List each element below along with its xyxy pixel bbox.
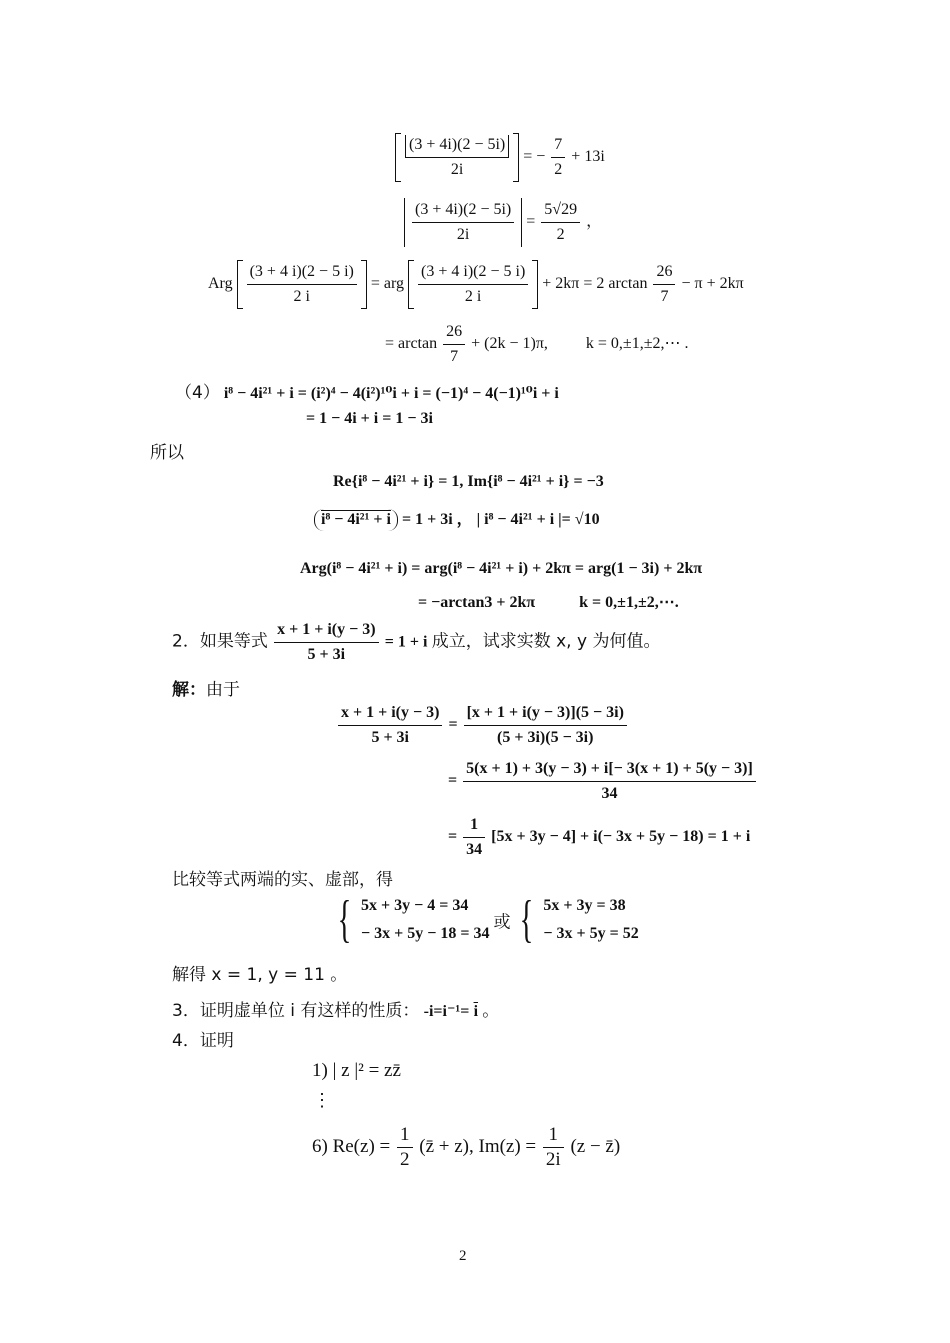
suoyi-text: 所以 [150,443,184,463]
arg-line-2 [418,592,679,612]
proof6-prefix: 6) Re(z) = [312,1135,391,1157]
q3-text: 3．证明虚单位 i 有这样的性质： [172,1001,420,1021]
question-4: 4．证明 [172,1031,234,1051]
conjugate-expression: i⁸ − 4i²¹ + i [321,511,391,528]
arg-label: Arg [208,275,233,293]
q3-conj-i: $\overline{i}$ [473,1003,479,1020]
left-brace-2: { [520,891,534,948]
left-brace-1: { [337,891,352,948]
modulus-bars [404,198,522,247]
solution-line-1: $\frac{x + 1 + i(y - 3)}{5 + 3i}$ = $\frac{[x + 1 + i(y - 3)](5 - 3i)}{(5 + 3i)(5 - 3i)}$ [336,703,629,748]
system-b1: 5x + 3y = 38 [543,897,626,914]
rhs-frac-num: 5√29 [541,200,580,223]
frac-num: 26 [443,322,465,345]
proof6-f1-num: 1 [397,1125,413,1148]
fraction-numerator: (3 + 4i)(2 − 5i) [412,200,514,223]
sol-l3-den: 34 [466,841,483,858]
arg-mid-2: + 2kπ = 2 arctan [542,275,648,293]
item-4-line-1 [175,378,559,403]
sol-l2-den: 34 [601,785,618,802]
fraction-numerator: (3 + 4i)(2 − 5i) [405,135,509,158]
rhs-frac-num: 7 [551,135,565,158]
frac-den: 7 [450,348,459,365]
rhs-frac-den: 2 [554,161,563,178]
arg-line-2-expr: = −arctan3 + 2kπ [418,594,536,611]
question-2 [172,620,660,665]
proof6-end: (z − z̄) [570,1135,621,1157]
rhs-suffix: + 13i [571,148,605,166]
solution-line-2: = $\frac{5(x + 1) + 3(y - 3) + i[- 3(x + 1) + 5(y - 3)]}{34}$ [448,759,758,804]
equation-argument-simplified [385,322,688,367]
item-label: （4） [175,383,220,403]
proof6-f1-den: 2 [400,1149,410,1170]
arctan-suffix: + (2k − 1)π, [471,335,548,353]
question-2-label: 2．如果等式 [172,631,268,652]
item-4-result: = 1 − 4i + i = 1 − 3i [306,410,433,427]
fraction-denominator: 2i [456,226,470,243]
fraction-denominator: 2 i [293,288,310,305]
frac-num: 26 [653,262,675,285]
arg-bracket-2 [408,260,538,309]
proof-1: 1) | z |² = zz̄ [312,1060,401,1081]
question-3 [172,996,499,1021]
conjugate-modulus-line [314,506,600,531]
frac-den: 7 [660,288,669,305]
page-number: 2 [459,1248,467,1264]
fraction-numerator: (3 + 4 i)(2 − 5 i) [247,262,357,285]
rhs-prefix: = [526,213,536,231]
fraction-denominator: 2i [450,161,464,178]
sol-l3-rest: [5x + 3y − 4] + i(− 3x + 5y − 18) = 1 + i [491,828,751,846]
sol-l1-num: x + 1 + i(y − 3) [338,703,442,726]
arg-line-1: Arg(i⁸ − 4i²¹ + i) = arg(i⁸ − 4i²¹ + i) + 2kπ = arg(1 − 3i) + 2kπ [300,560,703,577]
sol-l1-rden: (5 + 3i)(5 − 3i) [497,729,594,746]
or-text: 或 [493,912,511,933]
result-line: 解得 x = 1, y = 11 。 [172,965,348,985]
arg-suffix: − π + 2kπ [681,275,744,293]
q2-num: x + 1 + i(y − 3) [274,620,378,643]
system-a1: 5x + 3y − 4 = 34 [360,897,469,914]
equation-argument [208,260,744,309]
arg-k-range: k = 0,±1,±2,⋯. [579,594,679,611]
rhs-prefix: = − [523,148,546,166]
system-a2: − 3x + 5y − 18 = 34 [360,925,490,942]
equation-system [332,892,639,948]
sol-l1-rnum: [x + 1 + i(y − 3)](5 − 3i) [464,703,627,726]
real-part-bracket [395,133,519,182]
equation-modulus [404,198,602,247]
compare-text: 比较等式两端的实、虚部，得 [172,870,393,890]
sol-l3-num: 1 [463,815,485,838]
arg-mid: = arg [370,275,405,293]
system-b2: − 3x + 5y = 52 [543,925,639,942]
proof6-f2-num: 1 [543,1125,564,1148]
rhs-frac-den: 2 [556,226,565,243]
proof6-f2-den: 2i [545,1149,561,1170]
vdots: ⋮ [313,1090,331,1110]
sol-l1-den: 5 + 3i [371,729,409,746]
conjugate-rhs: = 1 + 3i ， [401,511,473,528]
arg-bracket [237,260,367,309]
proof-6 [312,1125,620,1170]
q3-end: 。 [482,1001,500,1021]
fraction-numerator: (3 + 4 i)(2 − 5 i) [418,262,528,285]
q2-tail: 成立，试求实数 x, y 为何值。 [431,631,661,652]
arctan-prefix: = arctan [385,335,438,353]
k-range: k = 0,±1,±2,⋯ . [585,335,689,353]
equation-real-part [395,133,605,182]
solution-header [172,675,240,700]
q3-formula: -i=i⁻¹= [423,1003,470,1020]
sol-l2-num: 5(x + 1) + 3(y − 3) + i[− 3(x + 1) + 5(y − 3)] [463,759,756,782]
solution-text: 由于 [206,680,240,700]
solution-line-3: = $\frac{1}{34}$ [5x + 3y − 4] + i(− 3x + 5y − 18) = 1 + i [448,816,751,858]
re-im-line: Re{i⁸ − 4i²¹ + i} = 1, Im{i⁸ − 4i²¹ + i} = −3 [333,473,604,490]
modulus-expression: | i⁸ − 4i²¹ + i |= √10 [476,511,600,528]
item-4-expression: i⁸ − 4i²¹ + i = (i²)⁴ − 4(i²)¹⁰i + i = (−1)⁴ − 4(−1)¹⁰i + i [223,385,559,402]
proof6-mid: (z̄ + z), Im(z) = [419,1135,537,1157]
rhs-suffix: ， [586,213,603,231]
q2-den: 5 + 3i [307,646,346,663]
item-4-line-2 [306,410,433,428]
solution-label: 解： [172,680,206,700]
fraction-denominator: 2 i [464,288,482,305]
q2-rhs: = 1 + i [384,633,428,651]
